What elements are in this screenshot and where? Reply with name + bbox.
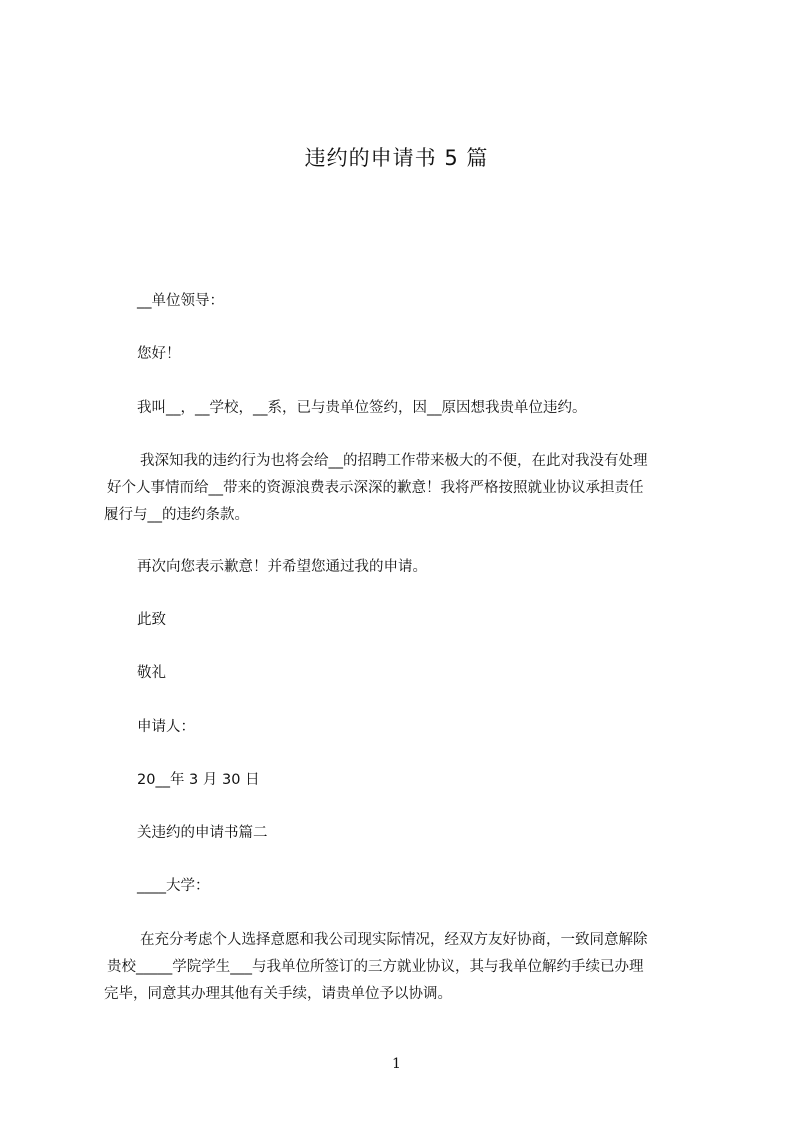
greeting-line: 您好！ xyxy=(137,346,181,362)
document-title: 违约的申请书 5 篇 xyxy=(304,146,489,170)
paragraph-line: 贵校_____学院学生___与我单位所签订的三方就业协议，其与我单位解约手续已办理 xyxy=(107,959,644,975)
page-number: 1 xyxy=(392,1056,401,1072)
apology-line: 再次向您表示歉意！并希望您通过我的申请。 xyxy=(137,559,427,575)
intro-line: 我叫__，__学校，__系，已与贵单位签约，因__原因想我贵单位违约。 xyxy=(137,400,587,416)
salutation-line: __单位领导： xyxy=(137,293,224,309)
paragraph-line: 好个人事情而给__带来的资源浪费表示深深的歉意！我将严格按照就业协议承担责任 xyxy=(107,480,644,496)
applicant-line: 申请人： xyxy=(137,719,195,735)
closing-line: 此致 xyxy=(137,612,166,628)
paragraph-line: 我深知我的违约行为也将会给__的招聘工作带来极大的不便，在此对我没有处理 xyxy=(140,453,648,469)
paragraph-line: 在充分考虑个人选择意愿和我公司现实际情况，经双方友好协商，一致同意解除 xyxy=(140,932,648,948)
paragraph-line: 履行与__的违约条款。 xyxy=(104,507,249,523)
regards-line: 敬礼 xyxy=(137,665,166,681)
university-salutation: ____大学： xyxy=(137,878,210,894)
body-paragraph-2 xyxy=(104,927,704,1008)
body-paragraph xyxy=(104,448,704,529)
date-line: 20__年 3 月 30 日 xyxy=(137,772,260,788)
section-heading: 关违约的申请书篇二 xyxy=(137,825,268,841)
paragraph-line: 完毕，同意其办理其他有关手续，请贵单位予以协调。 xyxy=(104,986,452,1002)
